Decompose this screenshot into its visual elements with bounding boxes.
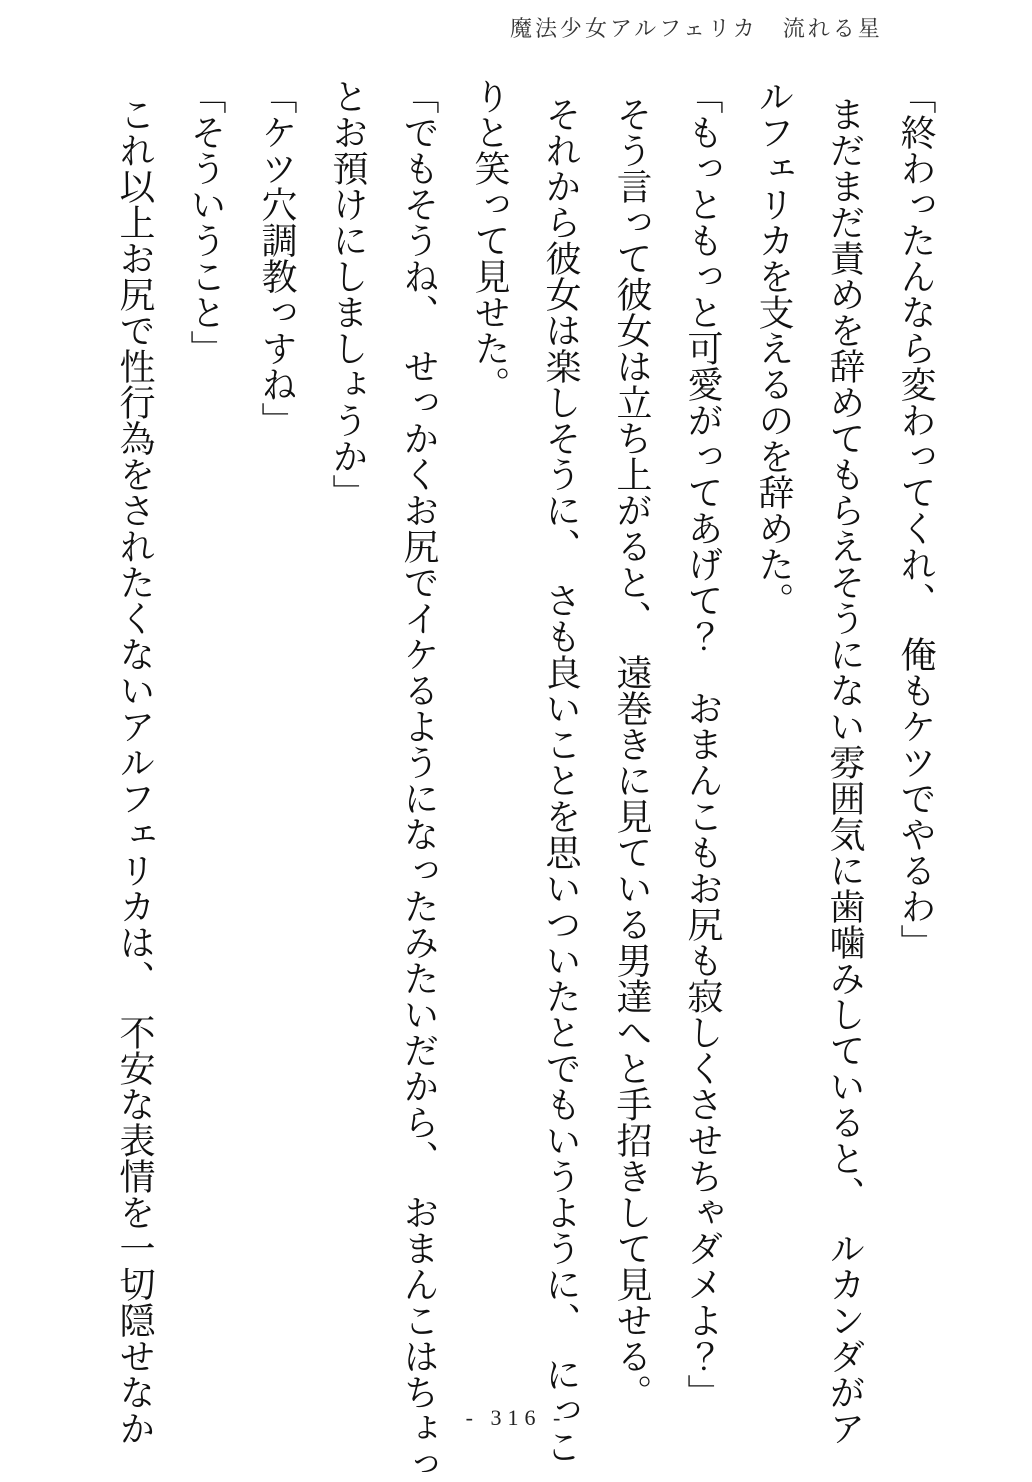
- text-line: これ以上お尻で性行為をされたくないアルフェリカは、 不安な表情を一切隠せなか: [115, 96, 156, 1446]
- text-line: まだまだ責めを辞めてもらえそうにない雰囲気に歯噛みしていると、 ルカンダがア: [825, 96, 866, 1446]
- text-line: ルフェリカを支えるのを辞めた。: [754, 78, 795, 618]
- text-line: とお預けにしましょうか」: [328, 78, 369, 510]
- vertical-text-body: [100, 78, 952, 1482]
- text-line: それから彼女は楽しそうに、 さも良いことを思いついたとでもいうように、 にっこ: [541, 96, 582, 1464]
- text-line: 「終わったんなら変わってくれ、 俺もケツでやるわ」: [896, 78, 937, 960]
- text-line: 「もっともっと可愛がってあげて？ おまんこもお尻も寂しくさせちゃダメよ？」: [683, 78, 724, 1410]
- text-line: そう言って彼女は立ち上がると、 遠巻きに見ている男達へと手招きして見せる。: [612, 96, 653, 1410]
- text-line: 「ケツ穴調教っすね」: [257, 78, 298, 438]
- page-number: - 316 -: [465, 1405, 567, 1430]
- page-header-title: 魔法少女アルフェリカ 流れる星: [510, 16, 883, 41]
- text-line: 「そういうこと」: [186, 78, 227, 366]
- text-line: りと笑って見せた。: [470, 78, 511, 402]
- text-line: 「でもそうね、 せっかくお尻でイケるようになったみたいだから、 おまんこはちょっ: [399, 78, 440, 1482]
